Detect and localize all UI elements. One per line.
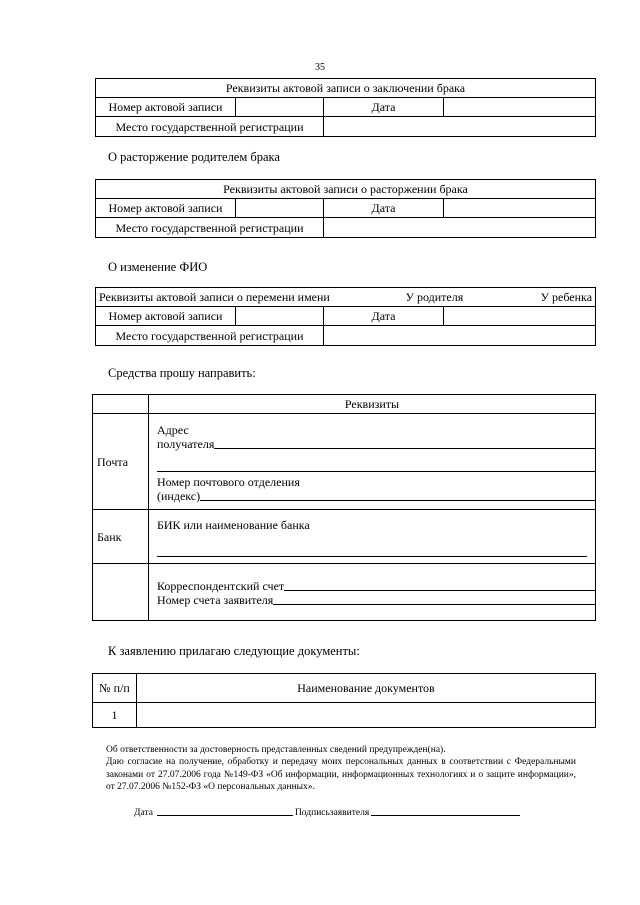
divorce-section-label: О расторжение родителем брака — [108, 150, 280, 164]
name-change-date-label: Дата — [324, 307, 444, 326]
name-change-place-label: Место государственной регистрации — [96, 326, 324, 346]
divorce-place-field[interactable] — [324, 218, 596, 238]
parent-label: У родителя — [405, 290, 464, 304]
responsibility-note: Об ответственности за достоверность представленных сведений предупрежден(на). — [106, 745, 446, 755]
name-change-record-number-field[interactable] — [236, 307, 324, 326]
divorce-date-field[interactable] — [444, 199, 596, 218]
address-second-line-field[interactable] — [157, 451, 595, 472]
marriage-record-table — [95, 78, 596, 137]
divorce-record-number-label: Номер актовой записи — [96, 199, 236, 218]
recipient-label: получателя — [157, 436, 215, 451]
post-office-label: Номер почтового отделения — [157, 474, 300, 489]
bik-field[interactable] — [157, 532, 587, 557]
bank-details-cell — [149, 510, 596, 564]
documents-section-label: К заявлению прилагаю следующие документы: — [108, 644, 360, 658]
name-change-record-table — [95, 287, 596, 346]
signature-field[interactable] — [371, 815, 520, 816]
marriage-date-label: Дата — [324, 98, 444, 117]
signature-label: Подписьзаявителя — [294, 808, 370, 818]
index-label: (индекс) — [157, 488, 201, 503]
divorce-record-number-field[interactable] — [236, 199, 324, 218]
signature-line — [134, 808, 520, 818]
corr-account-line — [157, 578, 595, 593]
account-line — [157, 593, 595, 607]
documents-table — [92, 673, 596, 728]
marriage-date-field[interactable] — [444, 98, 596, 117]
payment-header: Реквизиты — [149, 395, 596, 414]
doc-col-name: Наименование документов — [137, 674, 596, 703]
account-label: Номер счета заявителя — [157, 592, 274, 607]
table-row — [93, 703, 596, 728]
name-change-place-field[interactable] — [324, 326, 596, 346]
doc-col-number: № п/п — [93, 674, 137, 703]
name-change-title-row — [96, 288, 596, 307]
doc-row-number: 1 — [93, 703, 137, 728]
recipient-line — [157, 437, 595, 451]
divorce-table-title: Реквизиты актовой записи о расторжении брака — [96, 180, 596, 199]
date-field[interactable] — [157, 815, 293, 816]
post-label: Почта — [93, 414, 149, 510]
bik-label: БИК или наименование банка — [157, 518, 310, 532]
recipient-field[interactable] — [214, 437, 595, 449]
name-change-table-title: Реквизиты актовой записи о перемени имени — [99, 290, 330, 304]
post-details-cell — [149, 414, 596, 510]
name-change-section-label: О изменение ФИО — [108, 260, 208, 274]
marriage-record-number-label: Номер актовой записи — [96, 98, 236, 117]
index-line — [157, 489, 595, 503]
name-change-date-field[interactable] — [444, 307, 596, 326]
corr-account-field[interactable] — [284, 579, 595, 591]
corr-account-label: Корреспондентский счет — [157, 578, 285, 593]
payment-details-table — [92, 394, 596, 621]
marriage-place-label: Место государственной регистрации — [96, 117, 324, 137]
bank-accounts-empty — [93, 564, 149, 621]
payment-header-empty — [93, 395, 149, 414]
page-number: 35 — [315, 62, 325, 73]
date-label: Дата — [134, 808, 153, 818]
consent-note: Даю согласие на получение, обработку и передачу моих персональных данных в соответствии с Федеральными законами от 27.07.2006 года №149-ФЗ «Об информации, информационных технологиях и о защите информации», от 27.07.2006 №152-ФЗ «О персональных данных». — [106, 757, 576, 792]
divorce-place-label: Место государственной регистрации — [96, 218, 324, 238]
child-label: У ребенка — [540, 290, 593, 304]
doc-row-name-field[interactable] — [137, 703, 596, 728]
divorce-record-table — [95, 179, 596, 238]
marriage-table-title: Реквизиты актовой записи о заключении брака — [96, 79, 596, 98]
divorce-date-label: Дата — [324, 199, 444, 218]
payment-section-label: Средства прошу направить: — [108, 366, 256, 380]
name-change-record-number-label: Номер актовой записи — [96, 307, 236, 326]
address-label: Адрес — [157, 422, 189, 437]
account-field[interactable] — [273, 593, 595, 605]
accounts-cell — [149, 564, 596, 621]
bank-label: Банк — [93, 510, 149, 564]
index-field[interactable] — [200, 489, 595, 501]
marriage-place-field[interactable] — [324, 117, 596, 137]
marriage-record-number-field[interactable] — [236, 98, 324, 117]
